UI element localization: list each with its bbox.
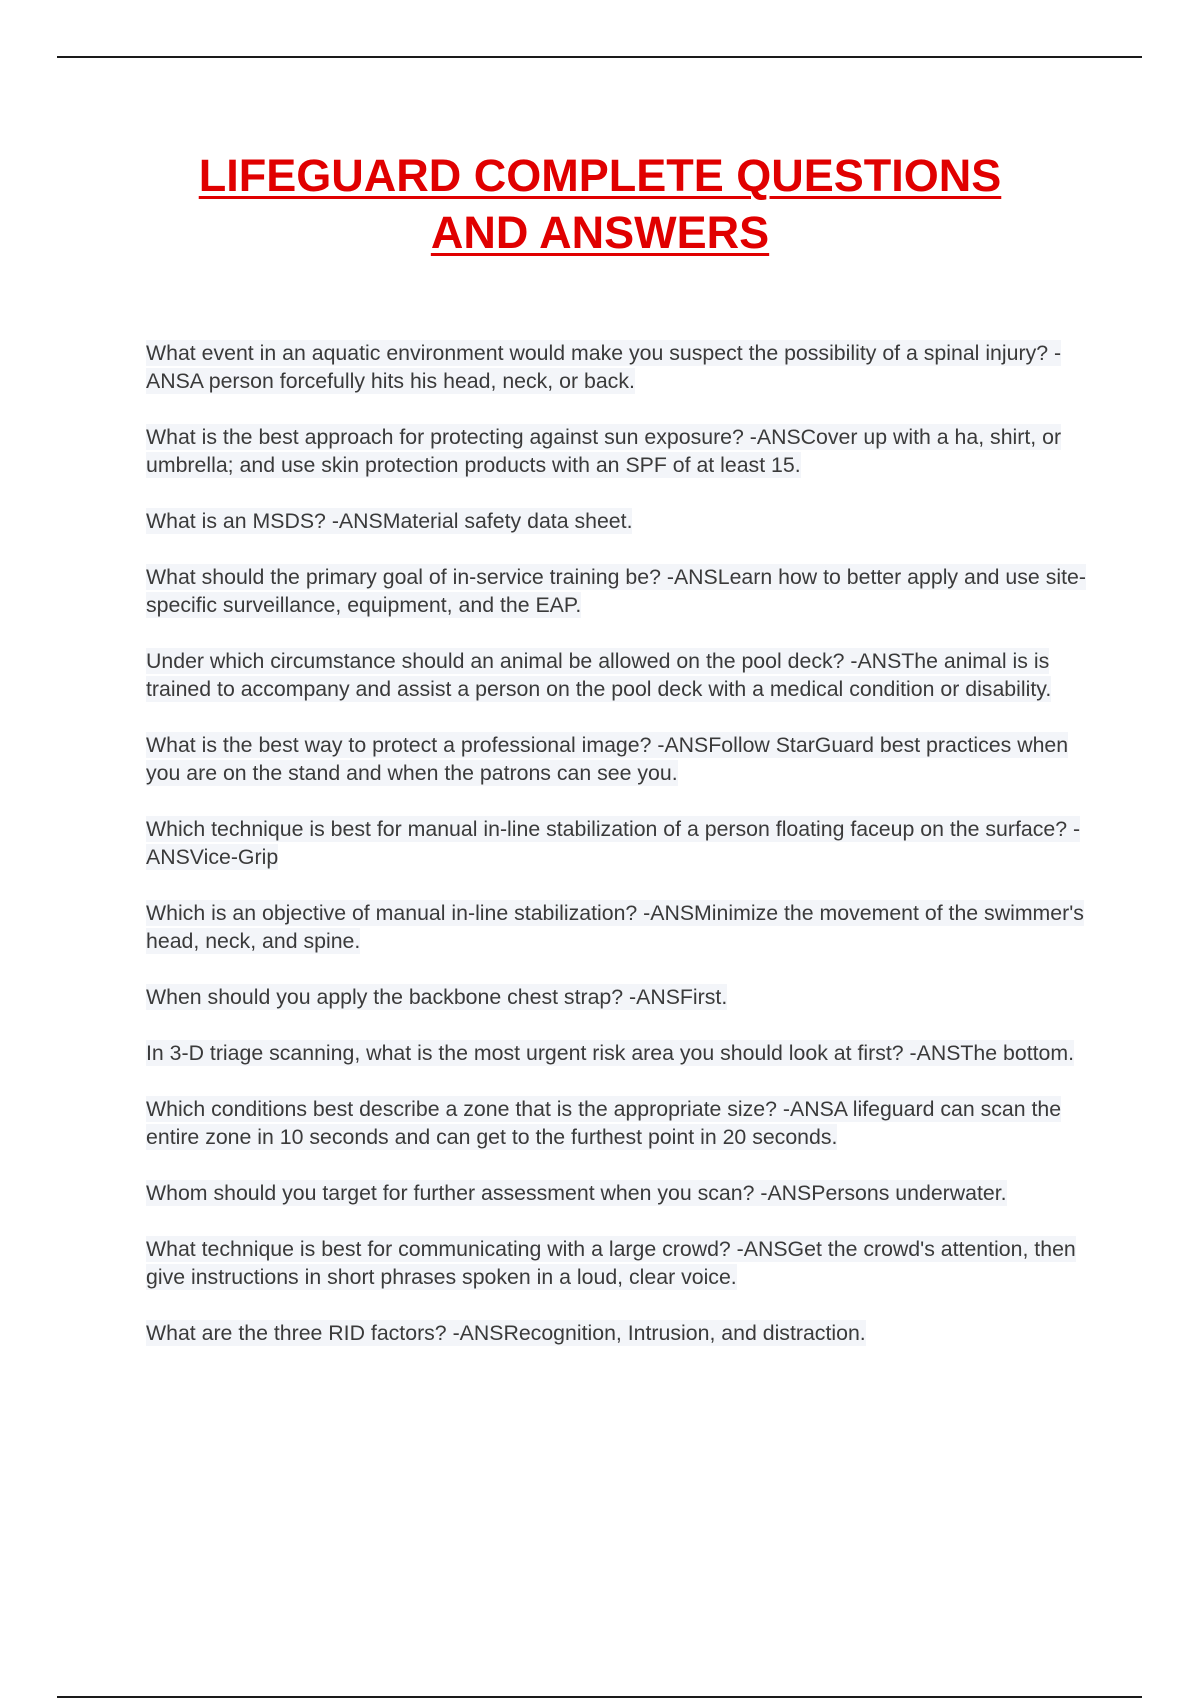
qa-text: Which conditions best describe a zone that is the appropriate size? -ANSA lifeguard can scan the entire zone in 10 seconds and can get to the furthest point in 20 seconds. [146,1097,1062,1149]
title-line-2: AND ANSWERS [430,207,770,258]
qa-item [146,1319,1096,1347]
qa-item [146,339,1096,395]
qa-item [146,1179,1096,1207]
qa-text: When should you apply the backbone chest strap? -ANSFirst. [146,985,728,1009]
qa-text: What is the best approach for protecting against sun exposure? -ANSCover up with a ha, shirt, or umbrella; and use skin protection products with an SPF of at least 15. [146,425,1062,477]
qa-text: What is the best way to protect a professional image? -ANSFollow StarGuard best practices when you are on the stand and when the patrons can see you. [146,733,1069,785]
qa-item [146,983,1096,1011]
qa-text: What should the primary goal of in-service training be? -ANSLearn how to better apply and use site-specific surveillance, equipment, and the EAP. [146,565,1086,617]
title-line-1: LIFEGUARD COMPLETE QUESTIONS [198,150,1002,201]
qa-text: What event in an aquatic environment would make you suspect the possibility of a spinal injury? -ANSA person forcefully hits his head, neck, or back. [146,341,1062,393]
qa-text: What is an MSDS? -ANSMaterial safety data sheet. [146,509,633,533]
qa-text: Which technique is best for manual in-line stabilization of a person floating faceup on the surface? -ANSVice-Grip [146,817,1081,869]
qa-item [146,899,1096,955]
qa-item [146,1235,1096,1291]
qa-item [146,507,1096,535]
qa-item [146,731,1096,787]
qa-text: In 3-D triage scanning, what is the most urgent risk area you should look at first? -ANSThe bottom. [146,1041,1075,1065]
qa-item [146,815,1096,871]
qa-text: Which is an objective of manual in-line stabilization? -ANSMinimize the movement of the swimmer's head, neck, and spine. [146,901,1084,953]
qa-text: What are the three RID factors? -ANSRecognition, Intrusion, and distraction. [146,1321,866,1345]
qa-item [146,1039,1096,1067]
qa-text: What technique is best for communicating with a large crowd? -ANSGet the crowd's attention, then give instructions in short phrases spoken in a loud, clear voice. [146,1237,1076,1289]
qa-item [146,647,1096,703]
qa-text: Whom should you target for further assessment when you scan? -ANSPersons underwater. [146,1181,1007,1205]
top-rule [57,56,1142,58]
qa-item [146,563,1096,619]
bottom-rule [57,1696,1142,1698]
qa-text: Under which circumstance should an animal be allowed on the pool deck? -ANSThe animal is is trained to accompany and assist a person on the pool deck with a medical condition or disability. [146,649,1052,701]
qa-item [146,423,1096,479]
qa-item [146,1095,1096,1151]
page-title [100,147,1100,261]
qa-list [146,339,1096,1375]
